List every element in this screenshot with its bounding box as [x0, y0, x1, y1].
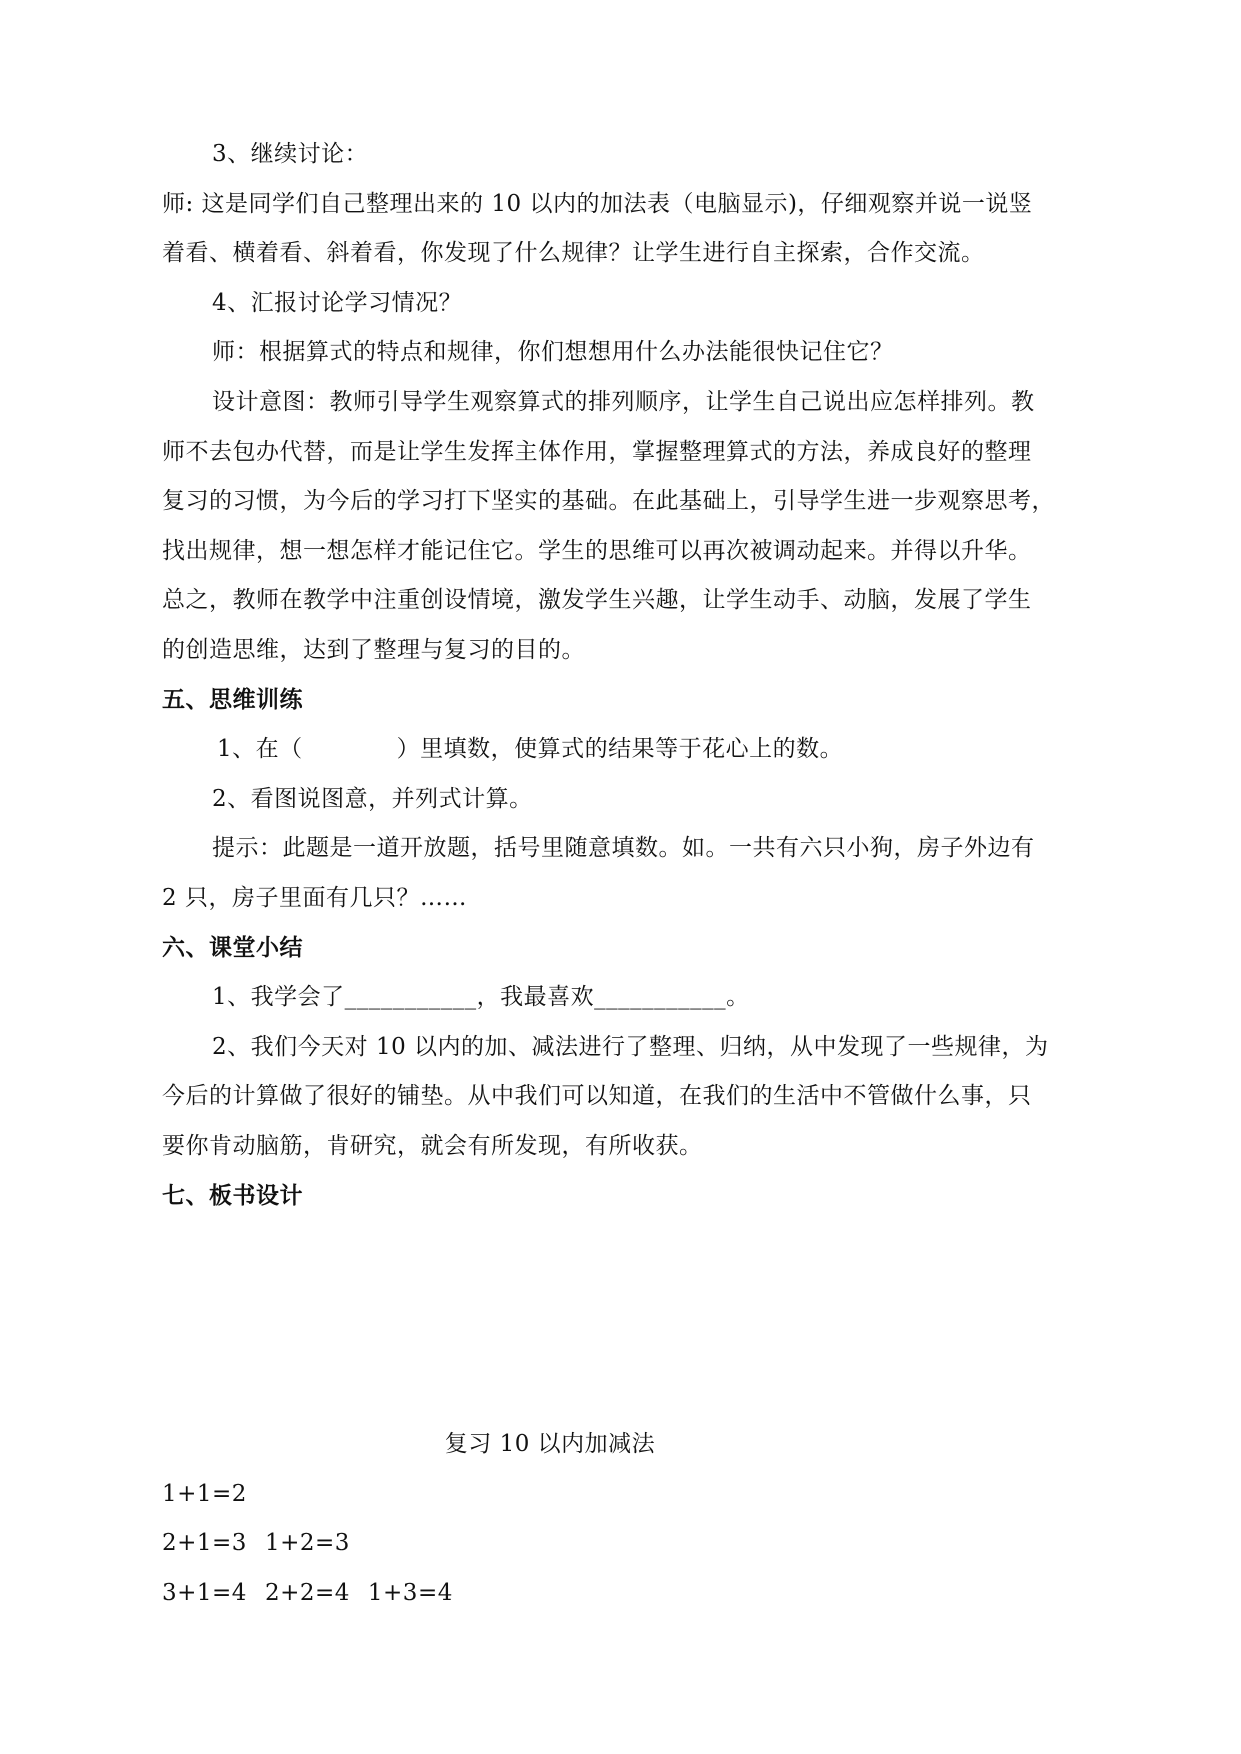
design-intent-line-2: 师不去包办代替，而是让学生发挥主体作用，掌握整理算式的方法，养成良好的整理 — [162, 439, 1032, 465]
hint-line-2: 2 只，房子里面有几只？…… — [162, 885, 467, 911]
item-3-continue-discussion: 3、继续讨论： — [212, 141, 369, 167]
equation: 1+3=4 — [367, 1580, 453, 1606]
hint-line-1: 提示：此题是一道开放题，括号里随意填数。如。一共有六只小狗，房子外边有 — [212, 835, 1035, 861]
equation: 1+1=2 — [162, 1481, 247, 1507]
board-title: 复习 10 以内加减法 — [444, 1431, 656, 1457]
design-intent-line-1: 设计意图：教师引导学生观察算式的排列顺序，让学生自己说出应怎样排列。教 — [212, 389, 1035, 415]
summary-item-1: 1、我学会了___________，我最喜欢___________。 — [212, 984, 750, 1010]
summary-item-2-line-1: 2、我们今天对 10 以内的加、减法进行了整理、归纳，从中发现了一些规律，为 — [212, 1034, 1049, 1060]
design-intent-line-3: 复习的习惯，为今后的学习打下坚实的基础。在此基础上，引导学生进一步观察思考， — [162, 488, 1055, 514]
teacher-text-line-1: 师: 这是同学们自己整理出来的 10 以内的加法表（电脑显示)，仔细观察并说一说竖 — [162, 191, 1033, 217]
section-heading-6: 六、课堂小结 — [162, 935, 303, 961]
summary-item-2-line-3: 要你肯动脑筋，肯研究，就会有所发现，有所收获。 — [162, 1133, 703, 1159]
item-4-report: 4、汇报讨论学习情况？ — [212, 290, 463, 316]
section-heading-5: 五、思维训练 — [162, 687, 303, 713]
exercise-1: 1、在（ ）里填数，使算式的结果等于花心上的数。 — [217, 736, 844, 762]
equation: 2+1=3 — [162, 1530, 247, 1556]
equation: 1+2=3 — [264, 1530, 350, 1556]
board-row-1 — [162, 1477, 1092, 1511]
summary-item-2-line-2: 今后的计算做了很好的铺垫。从中我们可以知道，在我们的生活中不管做什么事，只 — [162, 1083, 1032, 1109]
teacher-question: 师：根据算式的特点和规律，你们想想用什么办法能很快记住它？ — [212, 339, 894, 365]
exercise-2: 2、看图说图意，并列式计算。 — [212, 786, 533, 812]
equation: 3+1=4 — [162, 1580, 247, 1606]
board-row-3 — [162, 1576, 1092, 1610]
equation: 2+2=4 — [264, 1580, 350, 1606]
section-heading-7: 七、板书设计 — [162, 1183, 303, 1209]
design-intent-line-5: 总之，教师在教学中注重创设情境，激发学生兴趣，让学生动手、动脑，发展了学生 — [162, 587, 1032, 613]
design-intent-line-4: 找出规律，想一想怎样才能记住它。学生的思维可以再次被调动起来。并得以升华。 — [162, 538, 1032, 564]
board-row-2 — [162, 1526, 1092, 1560]
teacher-text-line-2: 着看、横着看、斜着看，你发现了什么规律？让学生进行自主探索，合作交流。 — [162, 240, 985, 266]
design-intent-line-6: 的创造思维，达到了整理与复习的目的。 — [162, 637, 585, 663]
